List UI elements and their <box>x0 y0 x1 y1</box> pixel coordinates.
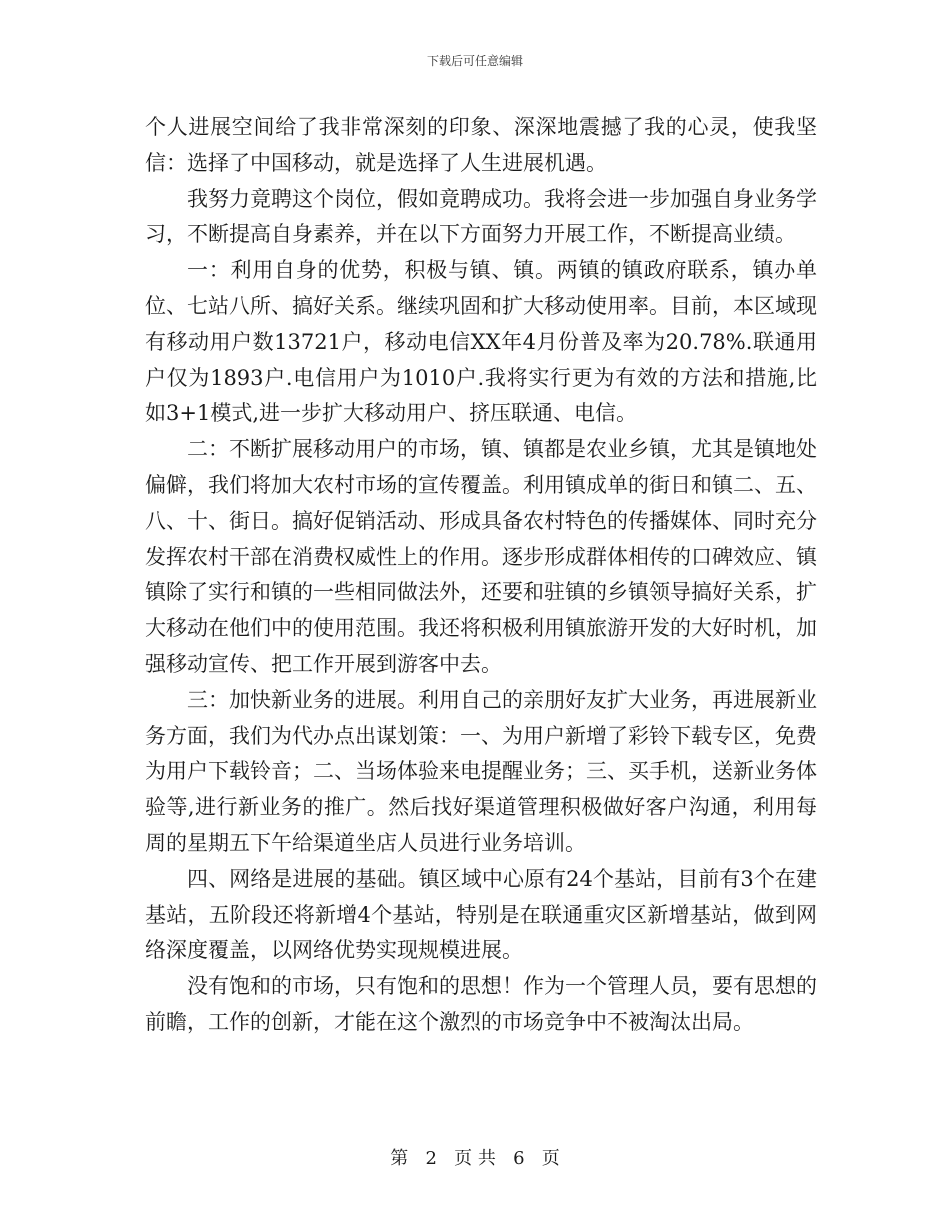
page-label-mid: 页 共 <box>454 1148 496 1169</box>
paragraph-application: 我努力竟聘这个岗位，假如竟聘成功。我将会进一步加强自身业务学习，不断提高自身素养，并在以下方面努力开展工作，不断提高业绩。 <box>145 186 817 247</box>
paragraph-point-three: 三：加快新业务的进展。利用自己的亲朋好友扩大业务，再进展新业务方面，我们为代办点出谋划策：一、为用户新增了彩铃下载专区，免费为用户下载铃音；二、当场体验来电提醒业务；三、买手机，送新业务体验等,进行新业务的推广。然后找好渠道管理积极做好客户沟通，利用每周的星期五下午给渠道坐店人员进行业务培训。 <box>145 687 817 855</box>
page-header: 下载后可任意编辑 <box>426 54 523 68</box>
paragraph-continuation: 个人进展空间给了我非常深刻的印象、深深地震撼了我的心灵，使我坚信：选择了中国移动，就是选择了人生进展机遇。 <box>145 115 817 175</box>
paragraph-conclusion: 没有饱和的市场，只有饱和的思想！作为一个管理人员，要有思想的前瞻，工作的创新，才能在这个激烈的市场竞争中不被淘汰出局。 <box>145 974 817 1034</box>
paragraph-point-two: 二：不断扩展移动用户的市场，镇、镇都是农业乡镇，尤其是镇地处偏僻，我们将加大农村市场的宣传覆盖。利用镇成单的街日和镇二、五、八、十、街日。搞好促销活动、形成具备农村特色的传播媒体、同时充分发挥农村干部在消费权威性上的作用。逐步形成群体相传的口碑效应、镇镇除了实行和镇的一些相同做法外，还要和驻镇的乡镇领导搞好关系，扩大移动在他们中的使用范围。我还将积极利用镇旅游开发的大好时机，加强移动宣传、把工作开展到游客中去。 <box>145 437 817 676</box>
page-number: 2 <box>425 1148 437 1169</box>
paragraph-point-four: 四、网络是进展的基础。镇区域中心原有24个基站，目前有3个在建基站，五阶段还将新增4个基站，特别是在联通重灾区新增基站，做到网络深度覆盖，以网络优势实现规模进展。 <box>145 866 817 963</box>
paragraph-point-one: 一：利用自身的优势，积极与镇、镇。两镇的镇政府联系，镇办单位、七站八所、搞好关系。继续巩固和扩大移动使用率。目前，本区域现有移动用户数13721户，移动电信XX年4月份普及率为20.78%.联通用户仅为1893户.电信用户为1010户.我将实行更为有效的方法和措施,比如3+1模式,进一步扩大移动用户、挤压联通、电信。 <box>145 258 817 426</box>
page-footer <box>0 1147 950 1171</box>
page-label-suffix: 页 <box>541 1148 560 1169</box>
total-pages: 6 <box>513 1148 525 1169</box>
page-label-prefix: 第 <box>390 1148 409 1169</box>
document-body <box>145 110 817 1041</box>
